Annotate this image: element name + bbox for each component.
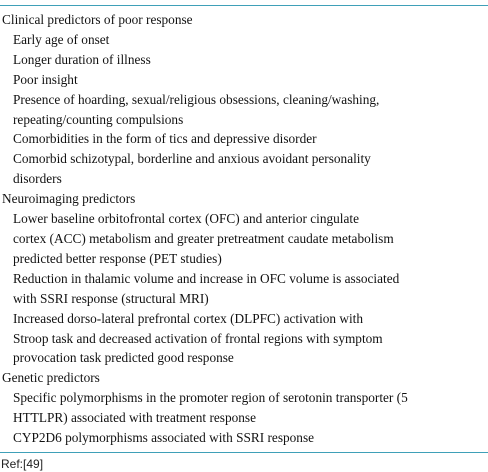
predictor-item-line: Increased dorso-lateral prefrontal cortex (DLPFC) activation with <box>13 310 364 326</box>
predictor-item <box>2 269 488 309</box>
predictor-item-line: with SSRI response (structural MRI) <box>13 290 209 306</box>
predictor-item <box>2 209 488 269</box>
predictor-item-line: Comorbidities in the form of tics and depressive disorder <box>13 131 317 147</box>
predictor-item-line: Reduction in thalamic volume and increase in OFC volume is associated <box>13 270 400 286</box>
section-heading: Clinical predictors of poor response <box>2 12 193 27</box>
predictor-item <box>2 149 488 189</box>
predictor-item <box>2 30 488 50</box>
predictor-item <box>2 90 488 130</box>
predictor-item <box>2 428 488 448</box>
predictor-item-line: disorders <box>13 171 62 187</box>
table-footnote: Ref:[49] <box>1 456 44 471</box>
predictor-item <box>2 70 488 90</box>
predictor-item-line: Stroop task and decreased activation of frontal regions with symptom <box>13 330 383 346</box>
predictor-item-line: provocation task predicted good response <box>13 350 234 366</box>
predictor-item-line: Specific polymorphisms in the promoter region of serotonin transporter (5 <box>13 390 408 406</box>
predictor-item-line: CYP2D6 polymorphisms associated with SSRI response <box>13 430 315 446</box>
predictor-item <box>2 129 488 149</box>
predictor-item <box>2 309 488 369</box>
section-heading: Genetic predictors <box>2 370 100 386</box>
predictor-item-line: repeating/counting compulsions <box>13 111 184 127</box>
predictor-item-line: Poor insight <box>13 71 78 87</box>
predictor-item-line: Comorbid schizotypal, borderline and anxious avoidant personality <box>13 151 371 167</box>
predictor-item-line: Longer duration of illness <box>13 51 151 67</box>
predictor-item-line: Lower baseline orbitofrontal cortex (OFC) and anterior cingulate <box>13 211 359 227</box>
section-heading: Neuroimaging predictors <box>2 191 136 207</box>
predictor-item <box>2 388 488 428</box>
predictor-item-line: Presence of hoarding, sexual/religious obsessions, cleaning/washing, <box>13 91 380 107</box>
predictor-item-line: cortex (ACC) metabolism and greater pretreatment caudate metabolism <box>13 230 394 246</box>
predictor-item <box>2 50 488 70</box>
predictor-item-line: HTTLPR) associated with treatment response <box>13 410 256 426</box>
predictor-item-line: predicted better response (PET studies) <box>13 250 222 266</box>
table-body <box>0 6 488 452</box>
predictor-item-line: Early age of onset <box>13 31 110 47</box>
